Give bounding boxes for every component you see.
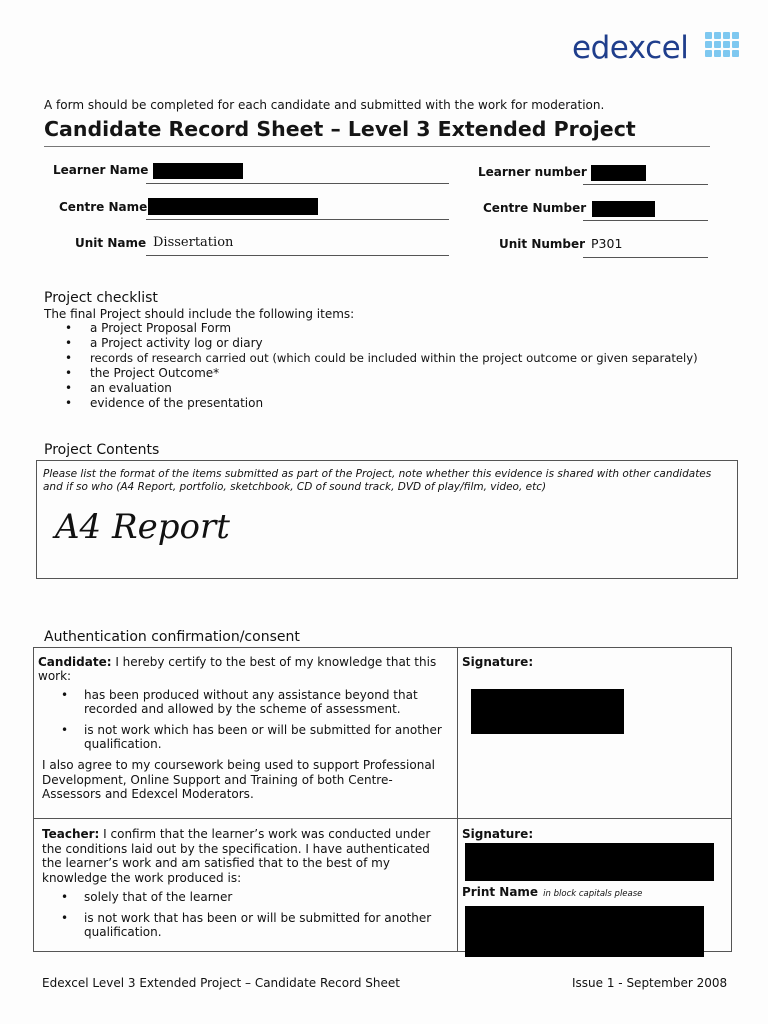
- learner-name-redaction: [153, 163, 243, 179]
- list-item: • a Project activity log or diary: [44, 336, 724, 351]
- learner-name-label: Learner Name: [53, 163, 149, 177]
- centre-name-label: Centre Name: [59, 200, 148, 214]
- centre-number-line: [583, 220, 708, 221]
- column-divider: [457, 648, 458, 951]
- candidate-label: Candidate:: [38, 655, 112, 669]
- list-item: • an evaluation: [44, 381, 724, 396]
- footer-title: Edexcel Level 3 Extended Project – Candidate Record Sheet: [42, 976, 400, 990]
- intro-text: A form should be completed for each candidate and submitted with the work for moderation.: [44, 98, 605, 112]
- footer-issue: Issue 1 - September 2008: [572, 976, 728, 990]
- list-item: • evidence of the presentation: [44, 396, 724, 411]
- centre-name-redaction: [148, 198, 318, 215]
- list-item: • is not work that has been or will be submitted for another qualification.: [34, 911, 449, 939]
- print-name-row: [462, 881, 642, 900]
- candidate-statement: [38, 655, 448, 683]
- contents-instructions: Please list the format of the items submitted as part of the Project, note whether this evidence is shared with other candidates and if so who (A4 Report, portfolio, sketchbook, CD of sound track, DVD of play/film, video, etc): [43, 468, 712, 493]
- unit-name-label: Unit Name: [75, 236, 147, 250]
- authentication-table: [33, 647, 732, 952]
- teacher-list: [34, 890, 449, 946]
- list-item: • has been produced without any assistance beyond that recorded and allowed by the scheme of assessment.: [34, 688, 449, 716]
- unit-name-value: Dissertation: [153, 235, 234, 250]
- authentication-heading: Authentication confirmation/consent: [44, 629, 300, 645]
- candidate-signature-redaction: [471, 689, 624, 734]
- learner-number-line: [583, 184, 708, 185]
- centre-number-label: Centre Number: [483, 201, 587, 215]
- teacher-label: Teacher:: [42, 827, 100, 841]
- learner-name-line: [146, 183, 449, 184]
- centre-number-redaction: [592, 201, 655, 217]
- handwritten-entry: A4 Report: [55, 507, 230, 547]
- teacher-statement: [42, 827, 452, 885]
- candidate-text: I hereby certify to the best of my knowledge that this work:: [38, 655, 437, 683]
- consent-text: I also agree to my coursework being used to support Professional Development, Online Support and Training of both Centre-Assessors and Edexcel Moderators.: [42, 758, 436, 801]
- title-divider: [44, 146, 710, 147]
- checklist-list: [44, 321, 724, 411]
- edexcel-grid-logo-icon: [705, 32, 739, 62]
- unit-number-value: P301: [591, 236, 623, 251]
- contents-box: [36, 460, 738, 579]
- print-name-label: Print Name: [462, 885, 539, 899]
- list-item: • records of research carried out (which could be included within the project outcome or given separately): [44, 351, 724, 366]
- contents-heading: Project Contents: [44, 442, 160, 458]
- edexcel-logo: edexcel: [572, 30, 689, 66]
- checklist-intro: The final Project should include the following items:: [44, 307, 355, 321]
- teacher-text: I confirm that the learner’s work was conducted under the conditions laid out by the specification. I have authenticated the learner’s work and am satisfied that to the best of my knowledge the work produced is:: [42, 827, 431, 885]
- list-item: • a Project Proposal Form: [44, 321, 724, 336]
- learner-number-redaction: [591, 165, 646, 181]
- teacher-signature-label: Signature:: [462, 827, 534, 841]
- print-name-hint: in block capitals please: [543, 889, 643, 899]
- list-item: • is not work which has been or will be submitted for another qualification.: [34, 723, 449, 751]
- teacher-signature-redaction: [465, 843, 714, 881]
- unit-number-line: [583, 257, 708, 258]
- candidate-signature-label: Signature:: [462, 655, 534, 669]
- candidate-list: [34, 688, 449, 758]
- list-item: • solely that of the learner: [34, 890, 449, 904]
- checklist-heading: Project checklist: [44, 290, 158, 306]
- unit-number-label: Unit Number: [499, 237, 586, 251]
- print-name-redaction: [465, 906, 704, 957]
- unit-name-line: [146, 255, 449, 256]
- centre-name-line: [146, 219, 449, 220]
- row-divider: [34, 818, 731, 819]
- page-title: Candidate Record Sheet – Level 3 Extended Project: [44, 117, 636, 141]
- learner-number-label: Learner number: [478, 165, 587, 179]
- list-item: • the Project Outcome*: [44, 366, 724, 381]
